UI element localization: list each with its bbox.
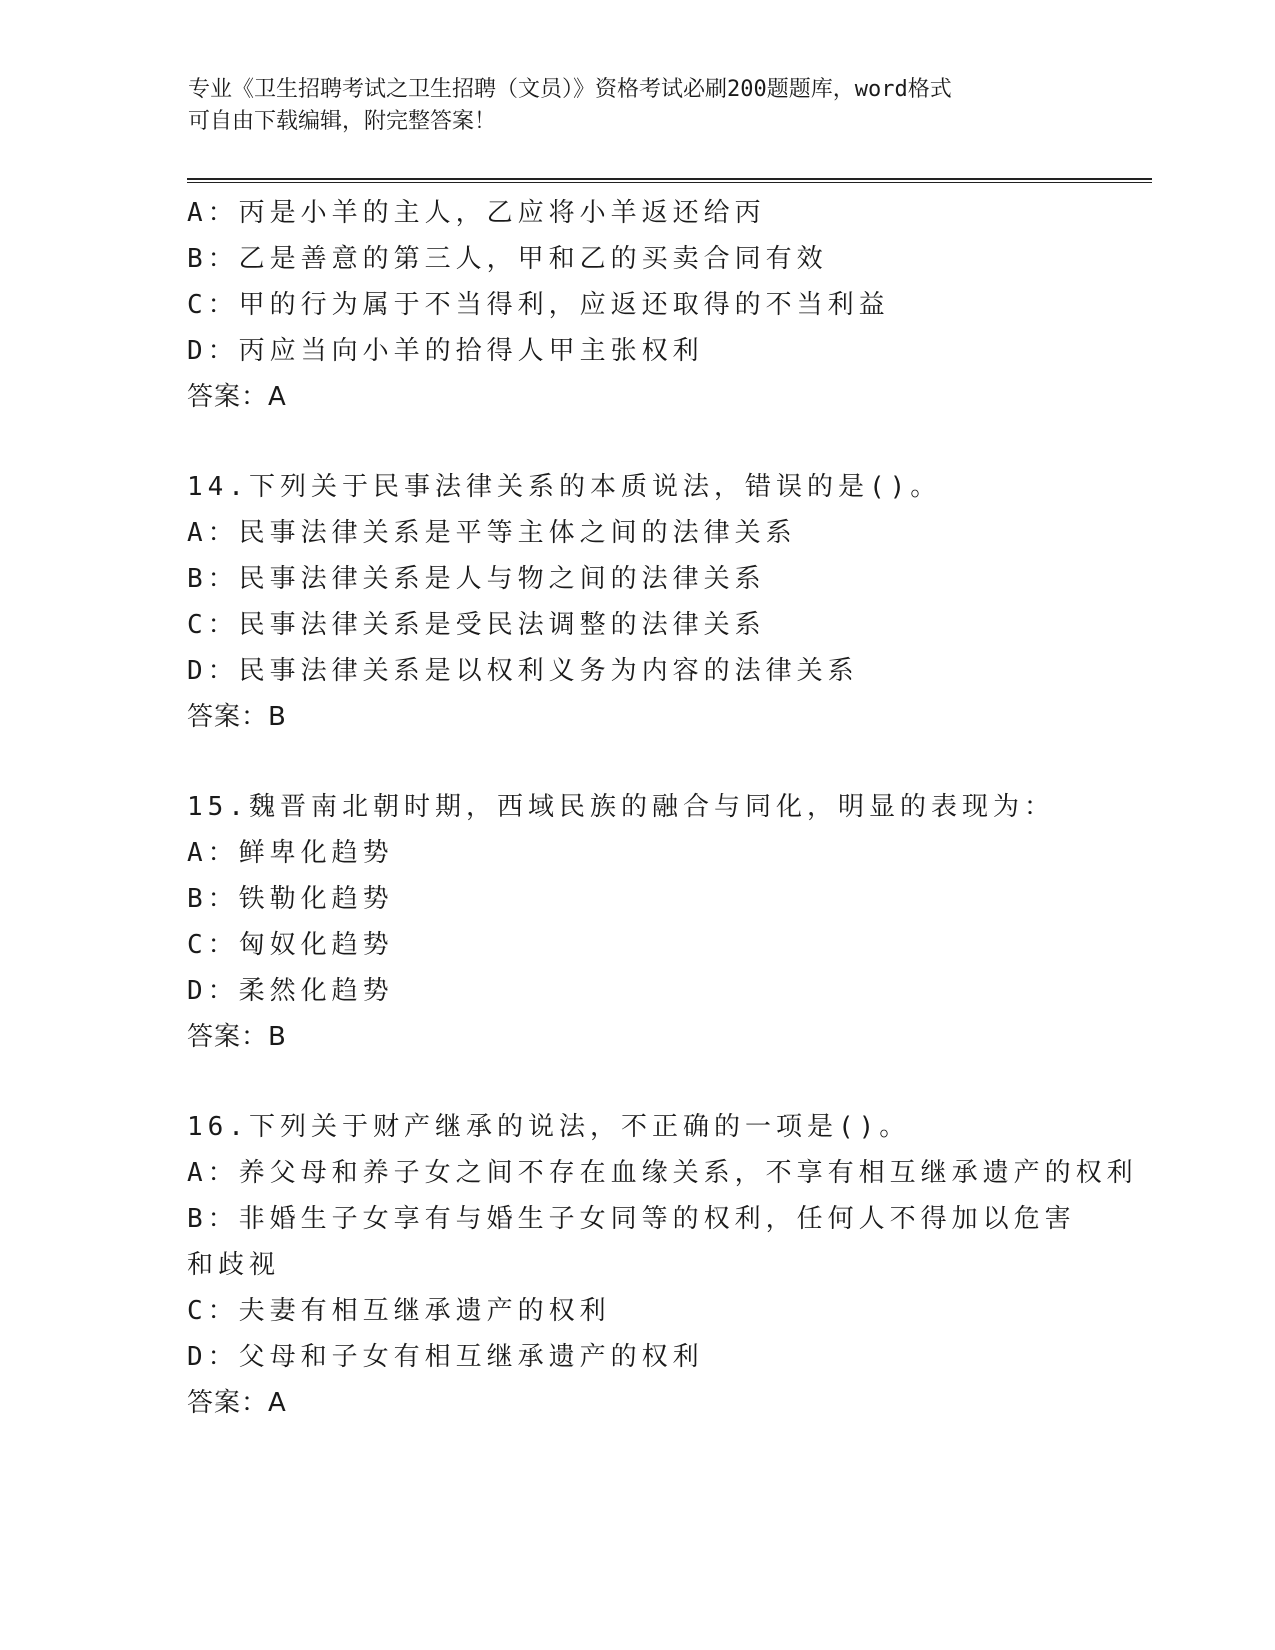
question-text: 15.魏晋南北朝时期，西域民族的融合与同化，明显的表现为： (187, 792, 1055, 822)
header-line-2: 可自由下载编辑，附完整答案！ (188, 109, 497, 134)
option-d: D：柔然化趋势 (187, 976, 394, 1006)
answer: 答案：A (187, 382, 287, 412)
option-b: B：乙是善意的第三人，甲和乙的买卖合同有效 (187, 244, 828, 274)
header-line-1: 专业《卫生招聘考试之卫生招聘（文员）》资格考试必刷200题题库，word格式 (188, 77, 952, 102)
answer: 答案：B (187, 1022, 287, 1052)
header-divider (187, 178, 1152, 183)
answer: 答案：B (187, 702, 287, 732)
question-text: 14.下列关于民事法律关系的本质说法，错误的是()。 (187, 472, 942, 502)
option-d: D：民事法律关系是以权利义务为内容的法律关系 (187, 656, 859, 686)
option-b: B：民事法律关系是人与物之间的法律关系 (187, 564, 766, 594)
question-14 (187, 464, 1087, 740)
document-header (188, 74, 1088, 138)
option-c: C：甲的行为属于不当得利，应返还取得的不当利益 (187, 290, 890, 320)
option-a: A：民事法律关系是平等主体之间的法律关系 (187, 518, 797, 548)
question-15 (187, 784, 1087, 1060)
option-b: B：铁勒化趋势 (187, 884, 394, 914)
option-d: D：父母和子女有相互继承遗产的权利 (187, 1342, 704, 1372)
option-a: A：养父母和养子女之间不存在血缘关系，不享有相互继承遗产的权利 (187, 1158, 1138, 1188)
option-a: A：鲜卑化趋势 (187, 838, 394, 868)
question-text: 16.下列关于财产继承的说法，不正确的一项是()。 (187, 1112, 911, 1142)
option-a: A：丙是小羊的主人，乙应将小羊返还给丙 (187, 198, 766, 228)
option-c: C：夫妻有相互继承遗产的权利 (187, 1296, 611, 1326)
answer: 答案：A (187, 1388, 287, 1418)
option-d: D：丙应当向小羊的拾得人甲主张权利 (187, 336, 704, 366)
question-list (187, 190, 1138, 1426)
question-16 (187, 1104, 1138, 1426)
option-c: C：匈奴化趋势 (187, 930, 394, 960)
option-c: C：民事法律关系是受民法调整的法律关系 (187, 610, 766, 640)
option-b: B：非婚生子女享有与婚生子女同等的权利，任何人不得加以危害和歧视 (187, 1204, 1076, 1280)
question-13 (187, 190, 1087, 420)
